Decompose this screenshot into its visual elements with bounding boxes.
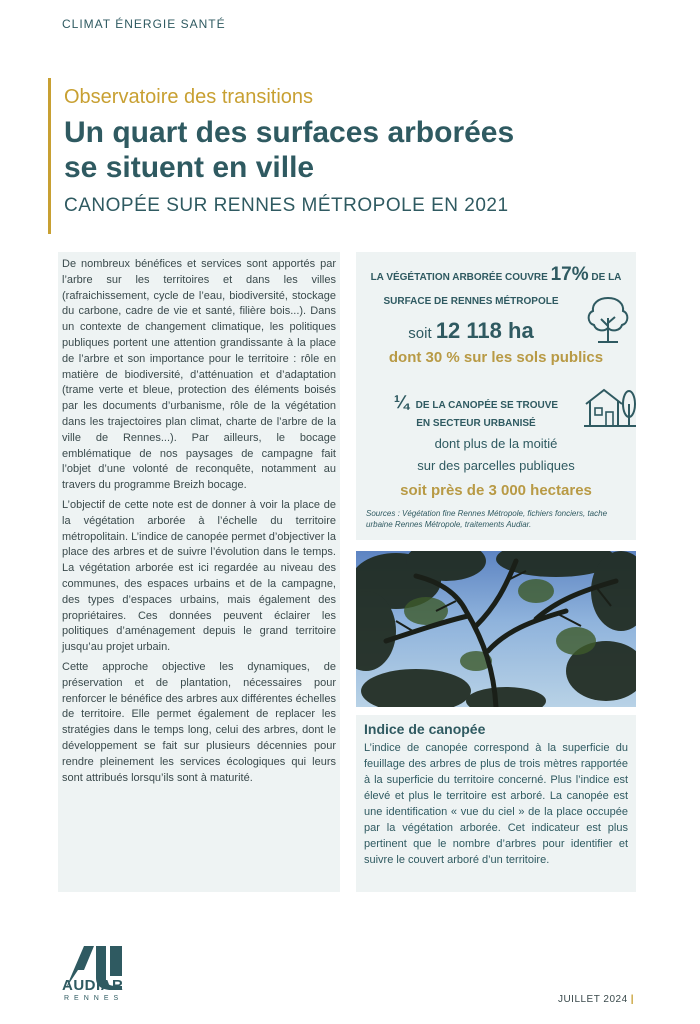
area-prefix: soit <box>408 325 432 342</box>
urban-share-text: DE LA CANOPÉE SE TROUVE <box>415 400 559 411</box>
coverage-text-pre: LA VÉGÉTATION ARBORÉE COUVRE <box>370 272 548 283</box>
intro-paragraph-2: L’objectif de cette note est de donner à voir la place de la végétation arborée à l’échelle du territoire métropolitain. L’indice de canopée permet d’objectiver la place des arbres et de suivre l’évolution dans le temps. La végétation arborée est ici regardée au niveau des communes, des espaces urbains et de la campagne, des types d’espaces urbains, mais également des propriétaires. Ces données peuvent éclairer les politiques d’aménagement depuis le grand territoire jusqu’au projet urbain. <box>62 498 336 654</box>
tree-canopy-illustration <box>356 551 636 707</box>
public-share: dont 30 % sur les sols publics <box>388 349 604 366</box>
canopy-index-text: L’indice de canopée correspond à la superficie du feuillage des arbres de plus de trois mètres rapportée à la superficie du territoire concerné. Plus l’indice est élevé et plus le territoire est arboré. La canopée est une identification « vue du ciel » de la place occupée par la végétation arborée. Cet indicateur est plus pertinent que le nombre d’arbres pour identifier et suivre le couvert arboré d’un territoire. <box>364 742 628 866</box>
key-figures-box <box>356 252 636 540</box>
publication-date <box>558 994 634 1005</box>
coverage-text-post: DE LA <box>591 272 622 283</box>
intro-paragraph-1: De nombreux bénéfices et services sont apportés par l’arbre sur les territoires et dans les villes (rafraichissement, cycle de l’eau, biodiversité, stockage du carbone, cadre de vie et santé, filière bois...). Dans un contexte de changement climatique, les politiques publiques portent une attention grandissante à la place de l’arbre et son importance pour le territoire : rôle en matière de biodiversité, d’atténuation et d’adaptation (trame verte et bleue, protection des éléments boisés par les documents d’urbanisme, rôle de la végétation dans les trajectoires plan climat, charte de l’arbre de la ville de Rennes...). Par ailleurs, le bocage emblématique de nos paysages de campagne fait l’objet d’une volonté de reconquête, notamment au travers du programme Breizh bocage. <box>62 258 336 492</box>
hectares-line: soit près de 3 000 hectares <box>400 482 592 499</box>
area-value: 12 118 ha <box>435 318 534 343</box>
house-icon <box>582 382 638 428</box>
title-block <box>48 78 648 234</box>
urban-share-fraction: ¼ <box>393 392 409 412</box>
title-line-1: Un quart des surfaces arborées <box>64 116 515 149</box>
half-public-line: dont plus de la moitié <box>434 436 558 451</box>
page-subtitle: CANOPÉE SUR RENNES MÉTROPOLE EN 2021 <box>64 195 509 216</box>
intro-paragraph-3: Cette approche objective les dynamiques, de préservation et de plantation, nécessaires pour renforcer le bénéfice des arbres aux différentes échelles de territoire. Elle permet également de replacer les stratégies dans le temps long, celui des arbres, dont le développement se fait sur plusieurs décennies pour rendre pleinement les services écologiques qui leurs sont attribués lorsqu’ils sont à maturité. <box>62 660 336 784</box>
coverage-line <box>356 264 636 286</box>
kicker: Observatoire des transitions <box>64 86 314 108</box>
urban-share-line <box>356 392 596 413</box>
date-text: JUILLET 2024 <box>557 994 628 1005</box>
tree-icon <box>582 292 634 344</box>
tree-canopy-photo <box>356 551 636 707</box>
area-line <box>356 318 586 344</box>
logo-wordmark: AUDIAR <box>62 977 124 994</box>
public-parcels-line: sur des parcelles publiques <box>417 458 575 473</box>
urban-sector-line: EN SECTEUR URBANISÉ <box>416 418 536 429</box>
intro-text-column <box>58 252 340 892</box>
title-line-2: se situent en ville <box>64 151 315 184</box>
coverage-line-2: SURFACE DE RENNES MÉTROPOLE <box>383 296 559 307</box>
logo-subtitle: RENNES <box>64 995 124 1002</box>
sources-note: Sources : Végétation fine Rennes Métropole, fichiers fonciers, tache urbaine Rennes Métropole, traitements Audiar. <box>366 509 608 529</box>
coverage-percent: 17% <box>550 264 589 285</box>
page-title <box>64 115 648 185</box>
canopy-index-box <box>356 715 636 892</box>
canopy-index-title: Indice de canopée <box>364 721 486 737</box>
section-label: CLIMAT ÉNERGIE SANTÉ <box>62 17 226 31</box>
date-separator: | <box>630 994 634 1005</box>
